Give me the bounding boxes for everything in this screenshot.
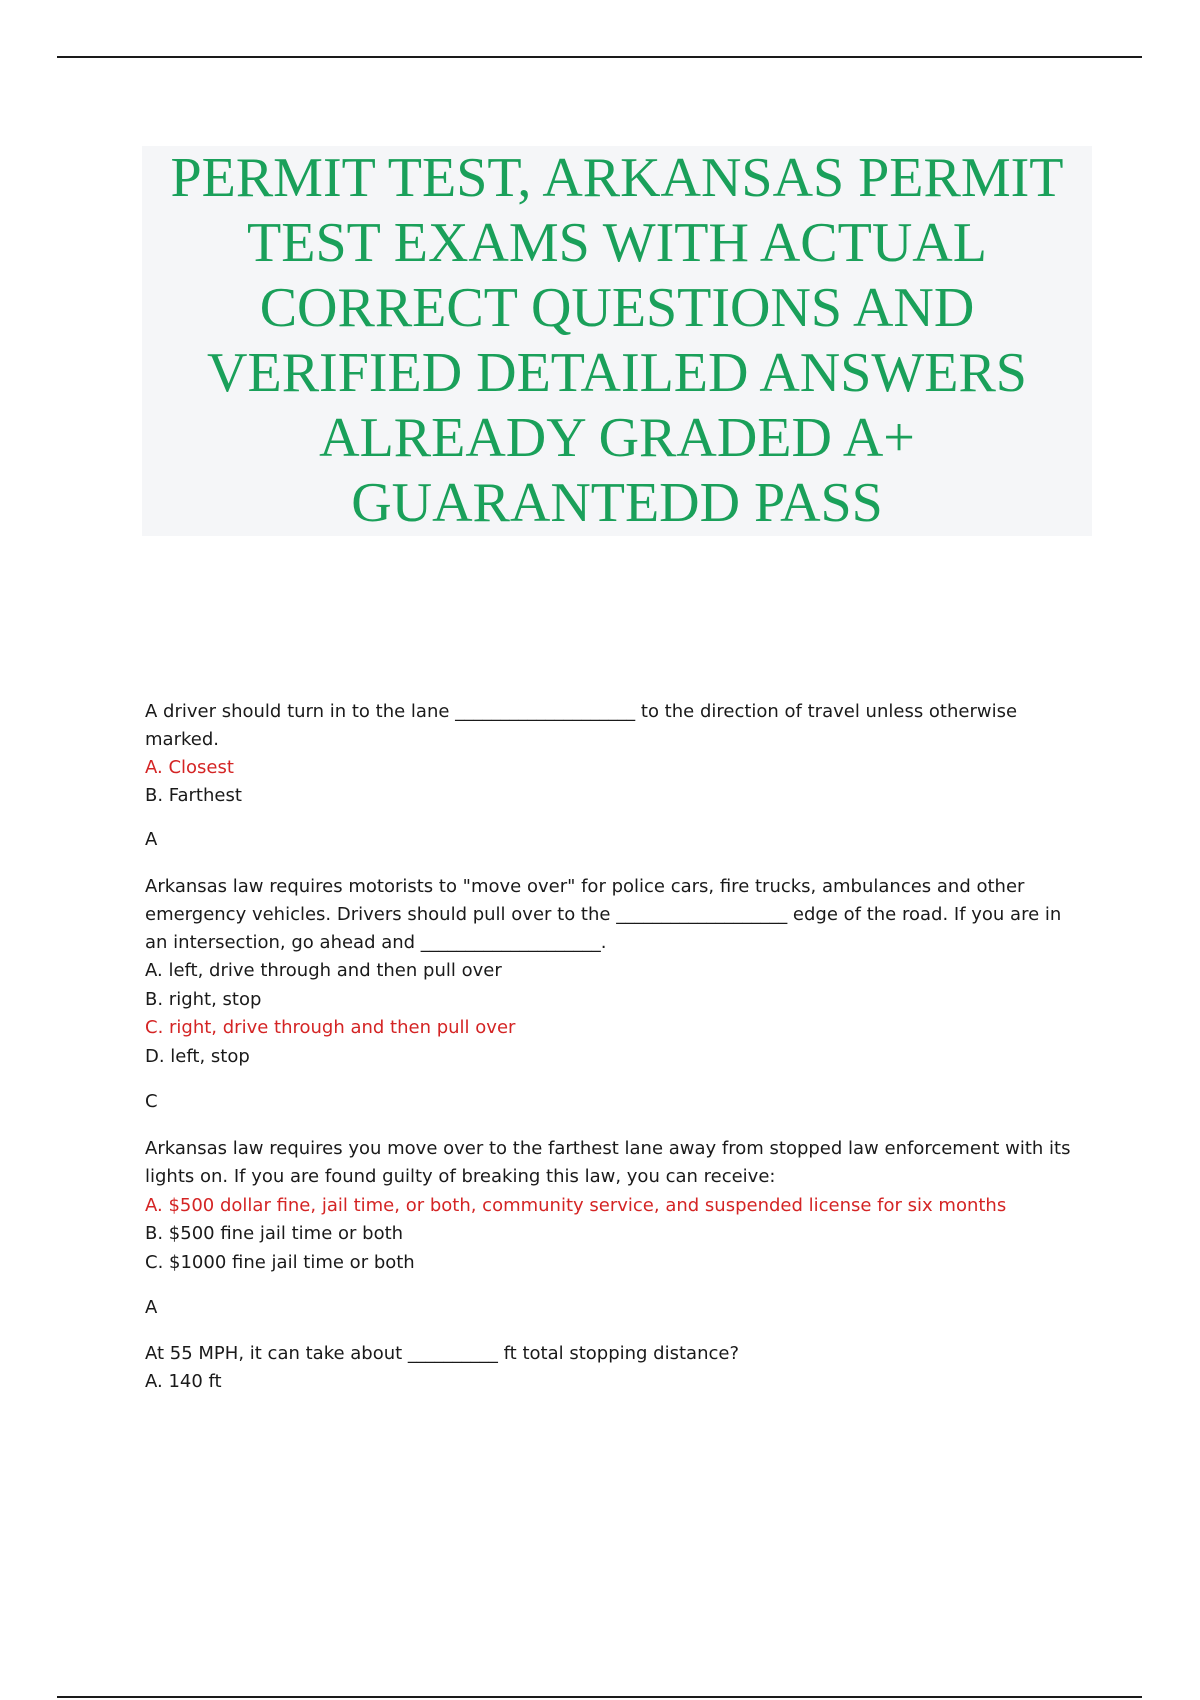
question-1-option: B. Farthest bbox=[145, 785, 242, 806]
question-2-stem: an intersection, go ahead and ____________________. bbox=[145, 932, 607, 953]
question-3-option: B. $500 fine jail time or both bbox=[145, 1223, 404, 1244]
title-line: CORRECT QUESTIONS AND bbox=[259, 277, 975, 339]
title-line: GUARANTEDD PASS bbox=[351, 472, 883, 534]
question-1-answer: A bbox=[145, 829, 158, 850]
top-rule bbox=[57, 56, 1142, 58]
question-2-option: D. left, stop bbox=[145, 1046, 250, 1067]
bottom-rule bbox=[57, 1696, 1142, 1698]
title-line: TEST EXAMS WITH ACTUAL bbox=[247, 212, 987, 274]
question-2-stem: emergency vehicles. Drivers should pull over to the ___________________ edge of the road. If you are in bbox=[145, 904, 1062, 925]
question-1-stem: A driver should turn in to the lane ____________________ to the direction of travel unless otherwise bbox=[145, 701, 1018, 722]
question-1-stem: marked. bbox=[145, 729, 219, 750]
question-3-stem: lights on. If you are found guilty of breaking this law, you can receive: bbox=[145, 1166, 776, 1187]
question-3-option-correct: A. $500 dollar fine, jail time, or both, community service, and suspended license for six months bbox=[145, 1195, 1007, 1216]
question-1-option-correct: A. Closest bbox=[145, 757, 234, 778]
question-2-option: A. left, drive through and then pull over bbox=[145, 960, 502, 981]
title-line: ALREADY GRADED A+ bbox=[319, 407, 915, 469]
question-3-stem: Arkansas law requires you move over to the farthest lane away from stopped law enforcement with its bbox=[145, 1138, 1071, 1159]
title-banner bbox=[142, 146, 1092, 536]
question-4-option: A. 140 ft bbox=[145, 1371, 222, 1392]
question-3-option: C. $1000 fine jail time or both bbox=[145, 1252, 415, 1273]
question-4-stem: At 55 MPH, it can take about __________ ft total stopping distance? bbox=[145, 1343, 740, 1364]
question-2-answer: C bbox=[145, 1091, 158, 1112]
question-2-option: B. right, stop bbox=[145, 989, 262, 1010]
question-3-answer: A bbox=[145, 1297, 158, 1318]
title-line: VERIFIED DETAILED ANSWERS bbox=[207, 342, 1027, 404]
question-2-stem: Arkansas law requires motorists to "move over" for police cars, fire trucks, ambulances and other bbox=[145, 876, 1025, 897]
title-line: PERMIT TEST, ARKANSAS PERMIT bbox=[170, 147, 1064, 209]
question-2-option-correct: C. right, drive through and then pull over bbox=[145, 1017, 516, 1038]
